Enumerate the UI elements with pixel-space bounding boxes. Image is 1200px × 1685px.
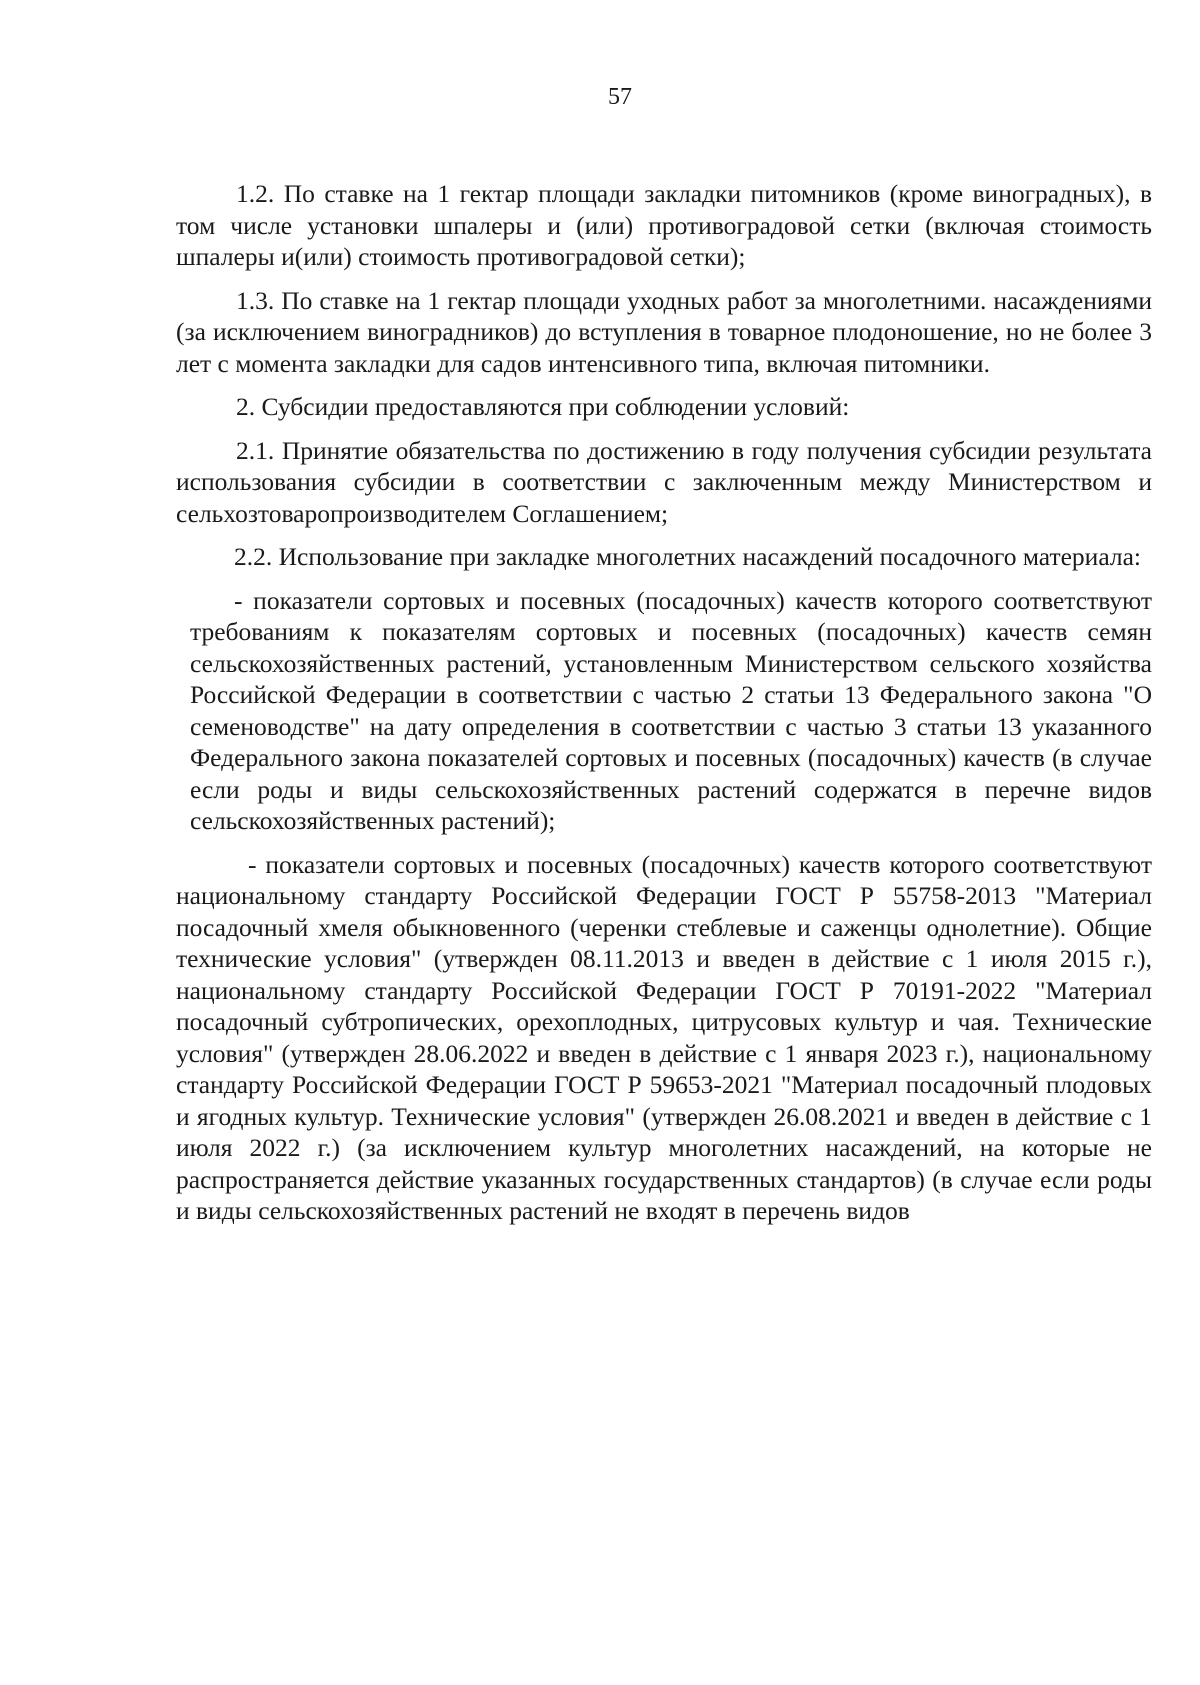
list-item-seed-quality: - показатели сортовых и посевных (посадочных) качеств которого соответствуют требованиям к показателям сортовых и посевных (посадочных) качеств семян сельскохозяйственных растений, установленным Министерством сельского хозяйства Российской Федерации в соответствии с частью 2 статьи 13 Федерального закона "О семеноводстве" на дату определения в соответствии с частью 3 статьи 13 указанного Федерального закона показателей сортовых и посевных (посадочных) качеств (в случае если роды и виды сельскохозяйственных растений содержатся в перечне видов сельскохозяйственных растений);: [190, 585, 1152, 835]
document-body: [176, 178, 1152, 1239]
paragraph-2-2: 2.2. Использование при закладке многолетних насаждений посадочного материала:: [234, 542, 1141, 571]
paragraph-2-1: 2.1. Принятие обязательства по достижению в году получения субсидии результата использования субсидии в соответствии с заключенным между Министерством и сельхозтоваропроизводителем Соглашением;: [176, 435, 1152, 528]
list-item-gost-standards: - показатели сортовых и посевных (посадочных) качеств которого соответствуют национальному стандарту Российской Федерации ГОСТ Р 55758-2013 "Материал посадочный хмеля обыкновенного (черенки стеблевые и саженцы однолетние). Общие технические условия" (утвержден 08.11.2013 и введен в действие с 1 июля 2015 г.), национальному стандарту Российской Федерации ГОСТ Р 70191-2022 "Материал посадочный субтропических, орехоплодных, цитрусовых культур и чая. Технические условия" (утвержден 28.06.2022 и введен в действие с 1 января 2023 г.), национальному стандарту Российской Федерации ГОСТ Р 59653-2021 "Материал посадочный плодовых и ягодных культур. Технические условия" (утвержден 26.08.2021 и введен в действие с 1 июля 2022 г.) (за исключением культур многолетних насаждений, на которые не распространяется действие указанных государственных стандартов) (в случае если роды и виды сельскохозяйственных растений не входят в перечень видов: [176, 849, 1152, 1225]
paragraph-1-2: 1.2. По ставке на 1 гектар площади закладки питомников (кроме виноградных), в том числе установки шпалеры и (или) противоградовой сетки (включая стоимость шпалеры и(или) стоимость противоградовой сетки);: [176, 179, 1152, 271]
paragraph-2: 2. Субсидии предоставляются при соблюдении условий:: [236, 392, 850, 421]
paragraph-1-3: 1.3. По ставке на 1 гектар площади уходных работ за многолетними. насаждениями (за исключением виноградников) до вступления в товарное плодоношение, но не более 3 лет с момента закладки для садов интенсивного типа, включая питомники.: [176, 285, 1152, 378]
page-number: 57: [608, 84, 632, 110]
